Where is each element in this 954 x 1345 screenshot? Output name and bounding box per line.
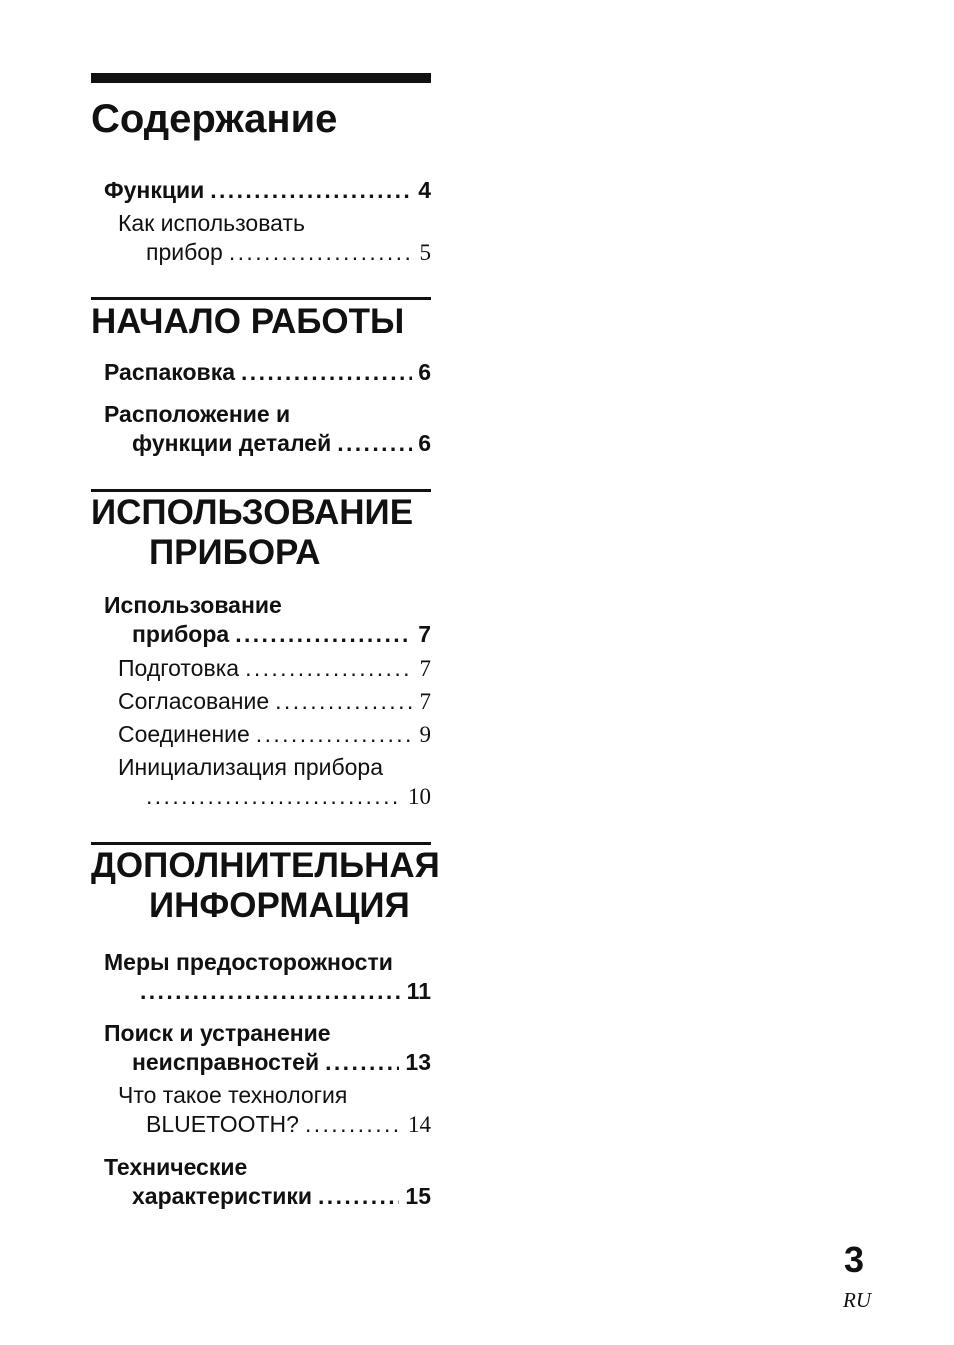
toc-entry-label: Функции xyxy=(104,177,205,203)
toc-entry-label-cont: неисправностей xyxy=(132,1049,320,1075)
title-rule xyxy=(91,73,431,83)
toc-entry-page: 6 xyxy=(418,430,431,456)
section-rule xyxy=(91,297,431,300)
toc-entry-label: Расположение и xyxy=(104,401,291,427)
toc-entry-page: 9 xyxy=(419,722,431,747)
toc-entry-page: 15 xyxy=(405,1183,431,1209)
toc-entry-label-cont: характеристики xyxy=(132,1183,313,1209)
toc-entry-label: Распаковка xyxy=(104,359,236,385)
dot-leader xyxy=(318,1182,399,1211)
toc-entry-label: Как использовать xyxy=(118,210,305,236)
toc-entry-label: Согласование xyxy=(118,688,270,714)
toc-entry-label: Поиск и устранение xyxy=(104,1020,331,1046)
toc-entry-label: Что такое технология xyxy=(118,1082,348,1108)
toc-entry-functions[interactable] xyxy=(104,176,431,205)
toc-entry-how-to-use[interactable] xyxy=(118,209,431,267)
dot-leader xyxy=(256,720,414,749)
toc-entry-bluetooth[interactable] xyxy=(118,1081,431,1139)
toc-entry-page: 7 xyxy=(419,656,431,681)
toc-entry-label: Инициализация прибора xyxy=(118,754,384,780)
toc-entry-page: 14 xyxy=(408,1112,431,1137)
toc-entry-page: 13 xyxy=(405,1049,431,1075)
toc-entry-label-cont: прибора xyxy=(132,621,230,647)
dot-leader xyxy=(305,1110,402,1139)
toc-entry-label: Соединение xyxy=(118,721,250,747)
dot-leader xyxy=(241,358,412,387)
page-title: Содержание xyxy=(91,97,338,141)
language-code: RU xyxy=(843,1288,871,1312)
page-number: 3 xyxy=(843,1239,864,1280)
toc-entry-initialization[interactable] xyxy=(118,753,431,811)
section-rule xyxy=(91,842,431,845)
toc-entry-label-cont: BLUETOOTH? xyxy=(146,1111,299,1137)
toc-entry-page: 10 xyxy=(408,784,431,809)
toc-entry-label: Меры предосторожности xyxy=(104,949,393,975)
toc-entry-page: 7 xyxy=(418,621,431,647)
toc-entry-parts-location[interactable] xyxy=(104,400,431,458)
toc-entry-connection[interactable] xyxy=(118,720,431,749)
section-heading-additional-info xyxy=(91,846,440,926)
dot-leader xyxy=(146,782,402,811)
toc-entry-label: Использование xyxy=(104,592,282,618)
section-rule xyxy=(91,489,431,492)
toc-entry-page: 4 xyxy=(418,177,431,203)
toc-entry-precautions[interactable] xyxy=(104,948,431,1006)
dot-leader xyxy=(325,1048,399,1077)
dot-leader xyxy=(235,620,412,649)
dot-leader xyxy=(275,687,413,716)
toc-entry-page: 5 xyxy=(419,240,431,265)
toc-entry-label: Технические xyxy=(104,1154,248,1180)
toc-entry-page: 7 xyxy=(419,689,431,714)
section-heading-using-device xyxy=(91,493,413,573)
dot-leader xyxy=(245,654,413,683)
section-heading-line: ПРИБОРА xyxy=(149,533,321,572)
section-heading-line: ИСПОЛЬЗОВАНИЕ xyxy=(91,493,414,532)
toc-entry-label-cont: прибор xyxy=(146,239,223,265)
toc-entry-preparation[interactable] xyxy=(118,654,431,683)
section-heading-line: ДОПОЛНИТЕЛЬНАЯ xyxy=(91,846,440,885)
toc-entry-specifications[interactable] xyxy=(104,1153,431,1211)
dot-leader xyxy=(210,176,412,205)
toc-entry-unpacking[interactable] xyxy=(104,358,431,387)
dot-leader xyxy=(140,977,401,1006)
toc-entry-using-device[interactable] xyxy=(104,591,431,649)
section-heading-getting-started: НАЧАЛО РАБОТЫ xyxy=(91,302,405,341)
dot-leader xyxy=(229,238,414,267)
toc-entry-page: 11 xyxy=(406,978,431,1004)
section-heading-line: ИНФОРМАЦИЯ xyxy=(149,886,410,925)
toc-entry-troubleshooting[interactable] xyxy=(104,1019,431,1077)
toc-entry-pairing[interactable] xyxy=(118,687,431,716)
dot-leader xyxy=(337,429,412,458)
toc-entry-label-cont: функции деталей xyxy=(132,430,332,456)
toc-entry-page: 6 xyxy=(418,359,431,385)
toc-entry-label: Подготовка xyxy=(118,655,240,681)
